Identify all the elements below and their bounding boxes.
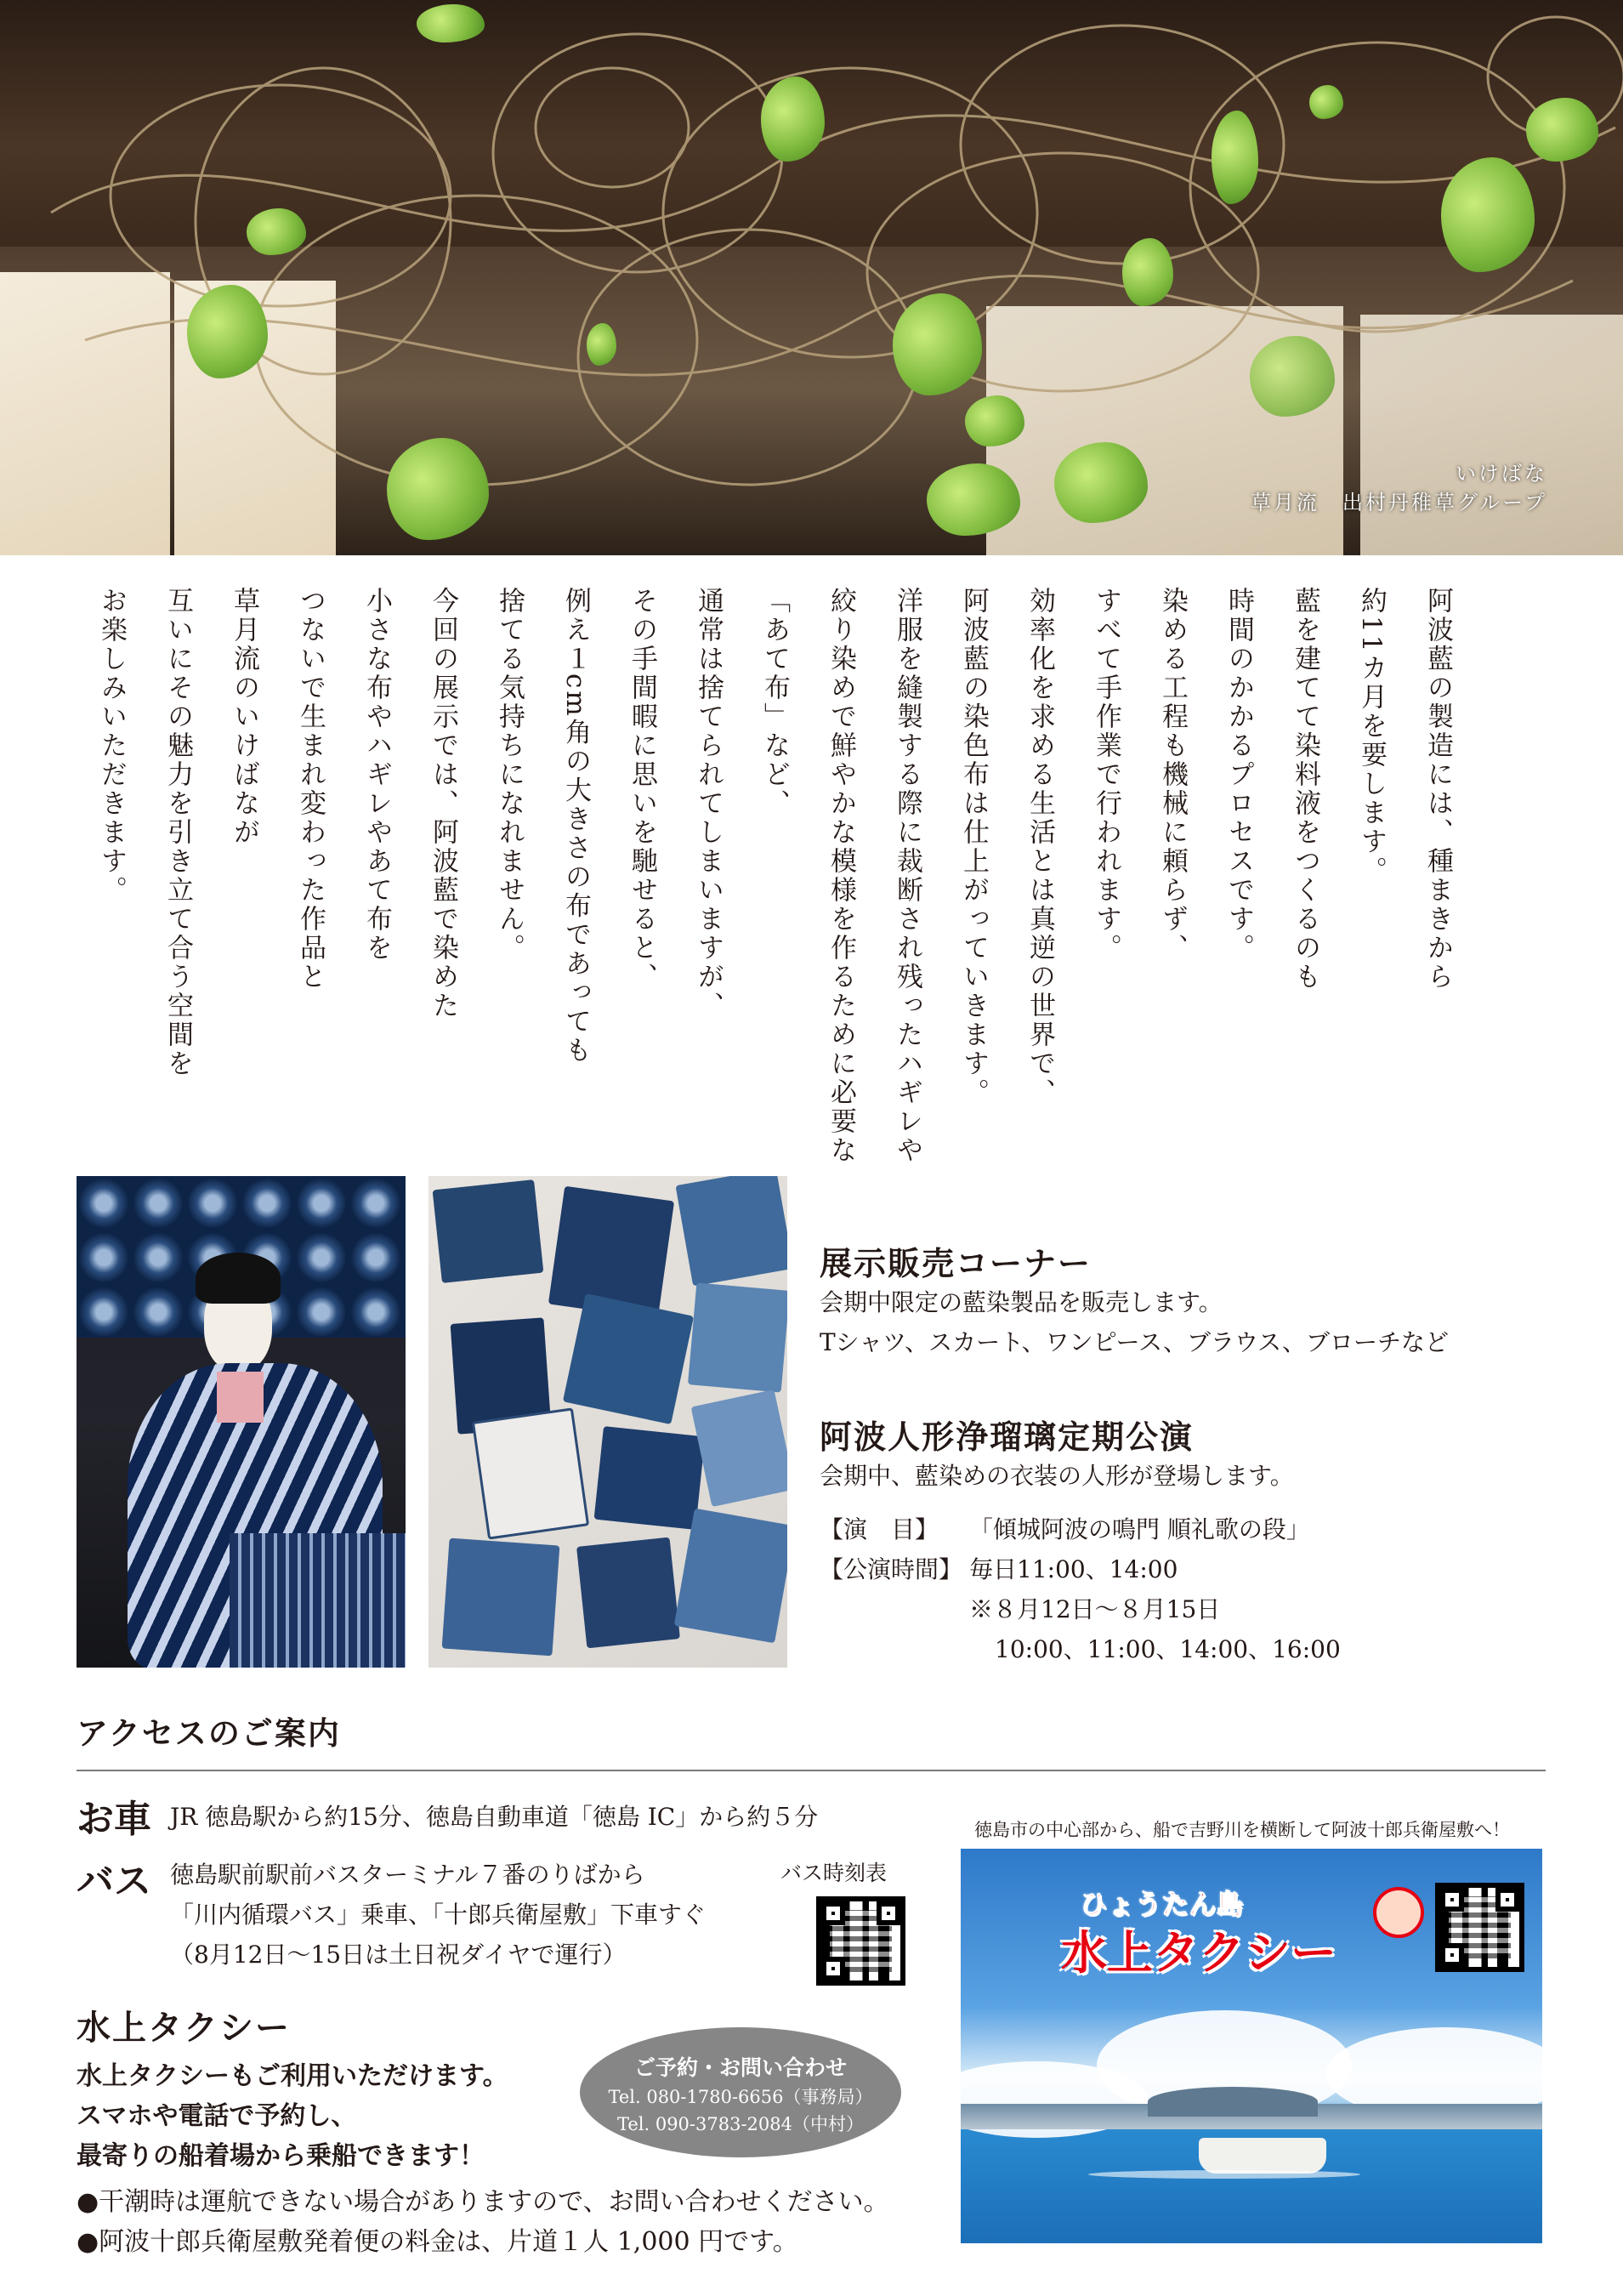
patch xyxy=(688,1282,787,1392)
time-note2: 10:00、11:00、14:00、16:00 xyxy=(995,1635,1341,1663)
contact-tel2: Tel. 090-3783-2084（中村） xyxy=(616,2114,865,2134)
taxi-qr-icon[interactable] xyxy=(1435,1883,1524,1972)
intro-column: 「あて布」など、 xyxy=(759,587,790,818)
intro-column: 通常は捨てられてしまいますが、 xyxy=(693,587,724,1020)
car-text: JR 徳島駅から約15分、徳島自動車道「徳島 IC」から約５分 xyxy=(170,1803,819,1831)
banner-big-title: 水上タクシー xyxy=(1061,1925,1336,1980)
patch xyxy=(563,1293,694,1424)
water-taxi-banner xyxy=(961,1849,1542,2243)
qr-finder xyxy=(1440,1943,1464,1967)
intro-column: 阿波藍の製造には、種まきから xyxy=(1422,587,1453,992)
qr-finder xyxy=(877,1901,900,1925)
intro-column: 洋服を縫製する際に裁断され残ったハギレや xyxy=(892,587,922,1165)
taxi-note2: ●阿波十郎兵衛屋敷発着便の料金は、片道１人 1,000 円です。 xyxy=(77,2227,798,2257)
patch xyxy=(442,1538,560,1657)
intro-column: 捨てる気持ちになれません。 xyxy=(494,587,525,963)
contact-oval xyxy=(580,2027,901,2157)
intro-column: 小さな布やハギレやあて布を xyxy=(361,587,392,963)
intro-column: 染める工程も機械に頼らず、 xyxy=(1157,587,1188,963)
intro-column: 時間のかかるプロセスです。 xyxy=(1223,587,1254,963)
hero-caption-line2: 草月流 出村丹稚草グループ xyxy=(1250,491,1547,514)
taxi-line1: 水上タクシーもご利用いただけます。 xyxy=(77,2061,508,2091)
qr-finder xyxy=(1495,1888,1519,1912)
intro-column: 約11カ月を要します。 xyxy=(1356,587,1387,886)
sales-title: 展示販売コーナー xyxy=(820,1244,1092,1282)
patch xyxy=(472,1407,589,1539)
contact-tel1: Tel. 080-1780-6656（事務局） xyxy=(608,2087,873,2107)
sales-line1: 会期中限定の藍染製品を販売します。 xyxy=(820,1288,1223,1316)
bus-label: バス xyxy=(77,1860,151,1903)
patch xyxy=(691,1390,787,1507)
puppet-hakama xyxy=(230,1533,406,1668)
bus-line2: 「川内循環バス」乗車、「十郎兵衛屋敷」下車すぐ xyxy=(170,1901,707,1929)
time-note1: ※８月12日～８月15日 xyxy=(969,1595,1221,1623)
patch xyxy=(674,1509,787,1644)
bus-line1: 徳島駅前駅前バスターミナル７番のりばから xyxy=(170,1861,645,1889)
banner-small-title: ひょうたん島 xyxy=(1080,1888,1244,1920)
intro-column: 絞り染めで鮮やかな模様を作るために必要な xyxy=(826,587,856,1165)
patch xyxy=(675,1176,787,1287)
access-title: アクセスのご案内 xyxy=(77,1714,341,1752)
qr-finder xyxy=(821,1901,845,1925)
intro-column: 藍を建てて染料液をつくるのも xyxy=(1290,587,1320,992)
hero-ikebana-photo xyxy=(0,0,1623,555)
boat xyxy=(1199,2138,1326,2174)
puppet-title: 阿波人形浄瑠璃定期公演 xyxy=(820,1418,1195,1456)
patch xyxy=(576,1537,680,1649)
puppet-collar xyxy=(217,1372,264,1423)
mountain xyxy=(1148,2087,1318,2117)
bus-qr-label: バス時刻表 xyxy=(780,1861,888,1885)
sales-line2: Tシャツ、スカート、ワンピース、ブラウス、ブローチなど xyxy=(820,1328,1449,1356)
bus-timetable-qr-icon[interactable] xyxy=(816,1896,905,1986)
banner-caption: 徳島市の中心部から、船で吉野川を横断して阿波十郎兵衛屋敷へ！ xyxy=(974,1820,1510,1840)
taxi-line3: 最寄りの船着場から乗船できます！ xyxy=(77,2141,485,2171)
taxi-note1: ●干潮時は運航できない場合がありますので、お問い合わせください。 xyxy=(77,2187,889,2217)
puppet-photo xyxy=(77,1176,406,1668)
time-value: 毎日11:00、14:00 xyxy=(969,1555,1178,1583)
mascot-icon xyxy=(1373,1887,1424,1938)
intro-column: 互いにその魅力を引き立て合う空間を xyxy=(162,587,193,1078)
program-value: 「傾城阿波の鳴門 順礼歌の段」 xyxy=(969,1515,1310,1543)
bus-line3: （8月12日～15日は土日祝ダイヤで運行） xyxy=(170,1941,627,1969)
contact-title: ご予約・お問い合わせ xyxy=(633,2055,847,2080)
time-label: 【公演時間】 xyxy=(820,1555,963,1583)
patchwork-photo xyxy=(428,1176,787,1668)
taxi-line2: スマホや電話で予約し、 xyxy=(77,2101,357,2131)
patch xyxy=(594,1426,706,1530)
hero-caption xyxy=(1173,459,1547,517)
intro-vertical-text xyxy=(96,587,1471,1182)
intro-column: 阿波藍の染色布は仕上がっていきます。 xyxy=(958,587,989,1107)
intro-column: その手間暇に思いを馳せると、 xyxy=(627,587,657,992)
hero-caption-line1: いけばな xyxy=(1456,462,1547,486)
program-label: 【演 目】 xyxy=(820,1515,939,1543)
qr-finder xyxy=(821,1957,845,1981)
puppet-line1: 会期中、藍染めの衣装の人形が登場します。 xyxy=(820,1462,1294,1490)
intro-column: 草月流のいけばなが xyxy=(229,587,259,847)
qr-finder xyxy=(1440,1888,1464,1912)
intro-column: つないで生まれ変わった作品と xyxy=(295,587,326,992)
taxi-title: 水上タクシー xyxy=(77,2008,291,2048)
boat-wake xyxy=(1088,2170,1360,2179)
intro-column: お楽しみいただきます。 xyxy=(96,587,127,905)
intro-column: 効率化を求める生活とは真逆の世界で、 xyxy=(1024,587,1055,1107)
intro-column: 例え１cm角の大きさの布であっても xyxy=(560,587,591,1066)
puppet-hair xyxy=(196,1253,281,1304)
intro-column: すべて手作業で行われます。 xyxy=(1091,587,1121,963)
intro-column: 今回の展示では、阿波藍で染めた xyxy=(428,587,458,1020)
patch xyxy=(433,1179,544,1283)
access-divider xyxy=(77,1770,1546,1771)
car-label: お車 xyxy=(77,1798,151,1841)
